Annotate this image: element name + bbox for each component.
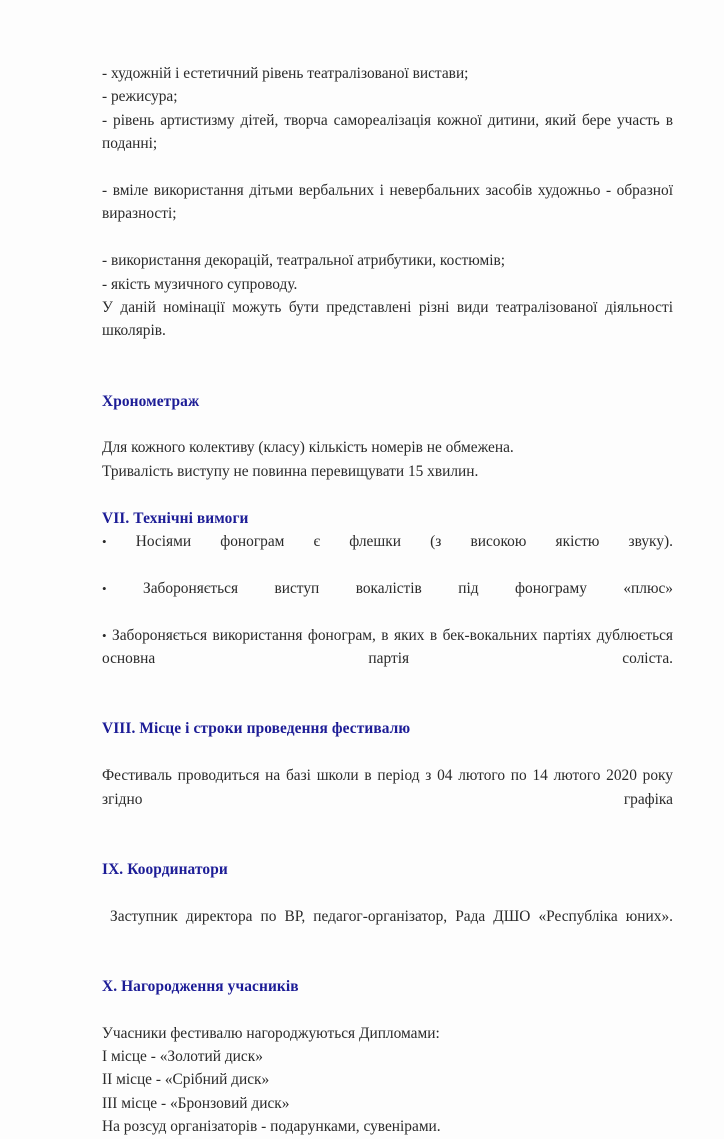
spacer — [102, 998, 673, 1021]
spacer — [102, 694, 673, 717]
awards-lines — [102, 1022, 673, 1139]
spacer — [102, 741, 673, 764]
spacer — [102, 834, 673, 857]
awards-place: II місце - «Срібний диск» — [102, 1071, 270, 1089]
bullet-icon: • — [102, 534, 107, 550]
list-item-text: Носіями фонограм є флешки (з високою якістю звуку). — [135, 533, 673, 551]
nomination-note: У даній номінації можуть бути представлені різні види театралізованої діяльності школярів. — [102, 299, 677, 340]
awards-place: I місце - «Золотий диск» — [102, 1047, 263, 1065]
heading-awards: X. Нагородження учасників — [102, 977, 299, 995]
heading-place-and-dates: VIII. Місце і строки проведення фестивалю — [102, 720, 411, 738]
list-item-text: Забороняється виступ вокалістів під фонограму «плюс» — [143, 579, 673, 597]
awards-intro: Учасники фестивалю нагороджуються Дипломами: — [102, 1024, 440, 1042]
criteria-list — [102, 62, 677, 296]
timing-line: Тривалість виступу не повинна перевищувати 15 хвилин. — [102, 462, 479, 480]
criteria-item: - режисура; — [102, 88, 178, 106]
criteria-item: - рівень артистизму дітей, творча самореалізація кожної дитини, який бере участь в поданні; — [102, 111, 677, 153]
technical-requirements-list — [102, 530, 673, 694]
spacer — [102, 413, 673, 436]
heading-timing: Хронометраж — [102, 392, 200, 410]
spacer — [102, 951, 673, 974]
spacer — [102, 881, 673, 904]
timing-line: Для кожного колективу (класу) кількість номерів не обмежена. — [102, 439, 514, 457]
criteria-item: - використання декорацій, театральної атрибутики, костюмів; — [102, 252, 506, 270]
list-item-text: Забороняється використання фонограм, в яких в бек-вокальних партіях дублюється основна партія соліста. — [102, 626, 673, 668]
heading-technical-requirements: VII. Технічні вимоги — [102, 509, 249, 527]
criteria-item: - якість музичного супроводу. — [102, 275, 298, 293]
awards-closing: На розсуд організаторів - подарунками, сувенірами. — [102, 1118, 441, 1136]
bullet-icon: • — [102, 627, 107, 643]
list-item — [102, 577, 673, 624]
criteria-item: - художній і естетичний рівень театралізованої вистави; — [102, 65, 469, 82]
heading-coordinators: IX. Координатори — [102, 860, 228, 878]
list-item — [102, 530, 673, 577]
awards-place: III місце - «Бронзовий диск» — [102, 1094, 290, 1112]
place-and-dates-text: Фестиваль проводиться на базі школи в період з 04 лютого по 14 лютого 2020 року згідно графіка — [102, 767, 677, 808]
criteria-item: - вміле використання дітьми вербальних і невербальних засобів художньо - образної виразності; — [102, 182, 677, 223]
spacer — [102, 366, 673, 389]
list-item — [102, 624, 673, 694]
coordinators-text: Заступник директора по ВР, педагог-організатор, Рада ДШО «Республіка юних». — [102, 907, 673, 925]
document-body — [102, 62, 677, 1139]
timing-lines — [102, 436, 673, 483]
spacer — [102, 483, 673, 506]
bullet-icon: • — [102, 580, 107, 596]
